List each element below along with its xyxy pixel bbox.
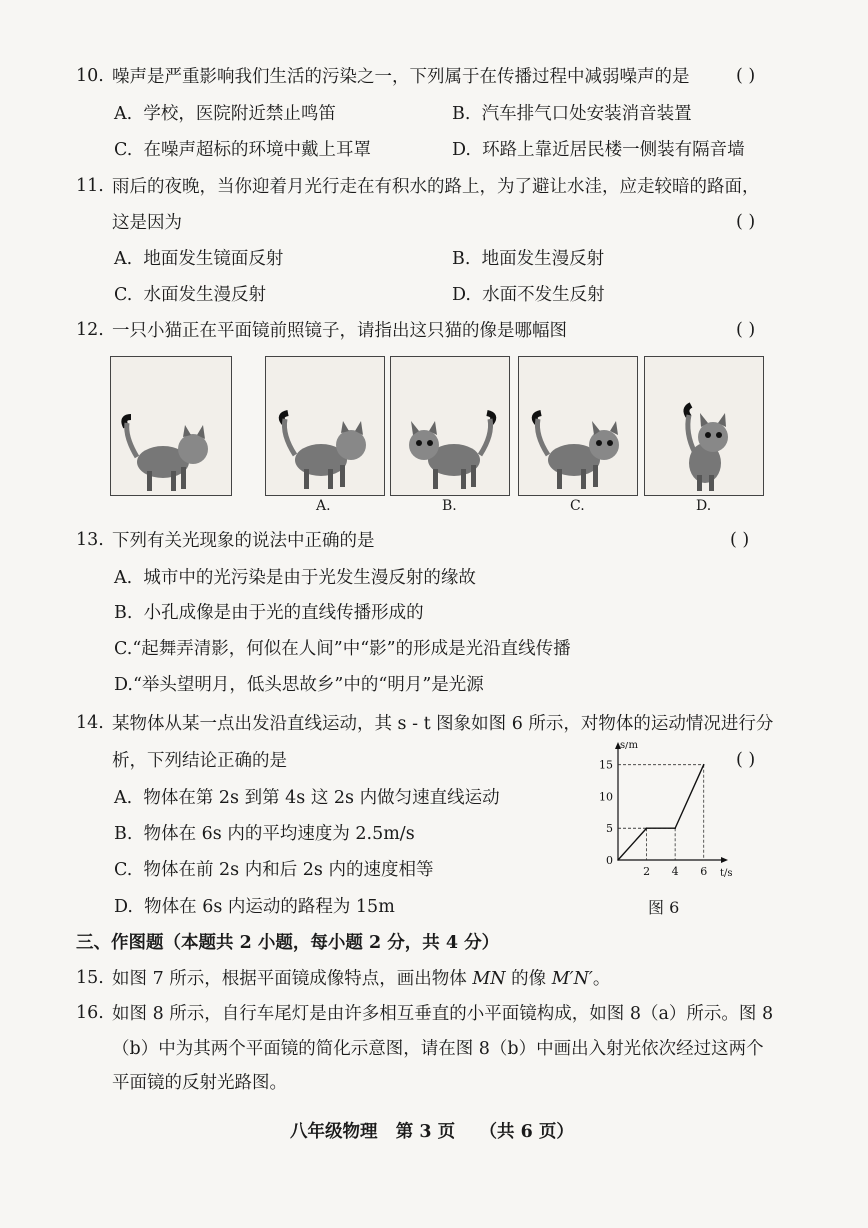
- cat-option-d-image[interactable]: [644, 356, 764, 496]
- q10-option-d: [452, 139, 745, 161]
- q11-option-d: [452, 284, 605, 306]
- option-text: 小孔成像是由于光的直线传播形成的: [143, 603, 424, 623]
- q15-text-a: 如图 7 所示，根据平面镜成像特点，画出物体: [112, 969, 473, 989]
- q12-answer-paren: ( ): [736, 320, 756, 340]
- option-label: C.: [114, 285, 133, 305]
- q16-line3: 平面镜的反射光路图。: [112, 1073, 287, 1093]
- y-tick-label: 0: [606, 854, 613, 867]
- q10-answer-paren: ( ): [736, 66, 756, 86]
- q15-object-mn: MN: [472, 969, 506, 989]
- data-point: [703, 764, 705, 766]
- q11-stem-line2: 这是因为: [112, 213, 182, 233]
- cat-label-b: B.: [442, 498, 457, 514]
- option-label: D.: [452, 285, 471, 305]
- option-label: D.: [114, 675, 133, 695]
- q13-number: 13.: [76, 530, 104, 550]
- q10-option-b: [452, 103, 692, 125]
- option-text: 水面不发生反射: [482, 285, 605, 305]
- q13-stem: 下列有关光现象的说法中正确的是: [112, 531, 375, 551]
- option-label: C.: [114, 639, 133, 659]
- cat-option-a-image[interactable]: [265, 356, 385, 496]
- cat-facing-left-icon: [391, 357, 509, 495]
- q11-option-a: [114, 248, 283, 270]
- q16-number: 16.: [76, 1003, 104, 1023]
- q11-option-b: [452, 248, 604, 270]
- cat-option-c-image[interactable]: [518, 356, 638, 496]
- cat-facing-right-front-icon: [519, 357, 637, 495]
- cat-facing-right-icon: [266, 357, 384, 495]
- data-point: [617, 859, 619, 861]
- option-text: “举头望明月，低头思故乡”中的“明月”是光源: [132, 675, 484, 695]
- q15-number: 15.: [76, 968, 104, 988]
- q15-image-mn: M′N′: [551, 969, 593, 989]
- q13-option-a: [114, 567, 476, 589]
- q16-line1: 如图 8 所示，自行车尾灯是由许多相互垂直的小平面镜构成，如图 8（a）所示。图 8: [112, 1004, 774, 1024]
- option-text: 环路上靠近居民楼一侧装有隔音墙: [482, 140, 745, 160]
- option-label: B.: [114, 603, 133, 623]
- option-text: 地面发生漫反射: [481, 249, 605, 269]
- x-axis-label: t/s: [720, 868, 733, 879]
- option-label: C.: [114, 860, 133, 880]
- q14-option-a: [114, 787, 500, 809]
- q13-option-d: [114, 674, 484, 696]
- x-axis-arrow: [721, 857, 728, 863]
- x-tick-label: 6: [700, 865, 708, 878]
- q14-option-b: [114, 823, 415, 845]
- q12-stem: 一只小猫正在平面镜前照镜子，请指出这只猫的像是哪幅图: [112, 321, 567, 341]
- option-text: 城市中的光污染是由于光发生漫反射的缘故: [143, 568, 476, 588]
- section-3-title: 三、作图题（本题共 2 小题，每小题 2 分，共 4 分）: [76, 933, 500, 953]
- q14-answer-paren: ( ): [736, 750, 756, 770]
- option-text: 物体在 6s 内的平均速度为 2.5m/s: [143, 824, 415, 844]
- x-tick-label: 4: [671, 865, 679, 878]
- q14-stem-line1: 某物体从某一点出发沿直线运动，其 s - t 图象如图 6 所示，对物体的运动情况进行分: [112, 714, 774, 734]
- q11-number: 11.: [76, 176, 104, 196]
- q15-text-b: 的像: [505, 969, 552, 989]
- q13-option-b: [114, 602, 424, 624]
- q10-stem: 噪声是严重影响我们生活的污染之一，下列属于在传播过程中减弱噪声的是: [112, 67, 690, 87]
- option-label: D.: [452, 140, 471, 160]
- option-text: 物体在前 2s 内和后 2s 内的速度相等: [143, 860, 434, 880]
- option-text: 汽车排气口处安装消音装置: [481, 104, 692, 124]
- q12-number: 12.: [76, 320, 104, 340]
- option-text: 物体在 6s 内运动的路程为 15m: [144, 897, 395, 917]
- q14-stem-line2: 析，下列结论正确的是: [112, 751, 287, 771]
- option-text: “起舞弄清影，何似在人间”中“影”的形成是光沿直线传播: [132, 639, 571, 659]
- page-footer: 八年级物理 第 3 页 （共 6 页）: [290, 1122, 574, 1142]
- y-tick-label: 5: [606, 822, 613, 836]
- data-point: [674, 827, 676, 829]
- option-label: A.: [114, 788, 133, 808]
- option-label: A.: [114, 249, 133, 269]
- q10-option-c: [114, 139, 371, 161]
- option-text: 学校，医院附近禁止鸣笛: [143, 104, 336, 124]
- series-line: [618, 765, 704, 860]
- option-label: A.: [114, 104, 133, 124]
- q13-answer-paren: ( ): [730, 530, 750, 550]
- cat-original-image: [110, 356, 232, 496]
- q14-number: 14.: [76, 713, 104, 733]
- cat-facing-front-icon: [645, 357, 763, 495]
- cat-label-a: A.: [316, 498, 331, 514]
- cat-label-c: C.: [570, 498, 585, 514]
- st-graph: [596, 742, 736, 882]
- q11-stem-line1: 雨后的夜晚，当你迎着月光行走在有积水的路上，为了避让水洼，应走较暗的路面，: [112, 177, 760, 197]
- option-label: D.: [114, 897, 133, 917]
- cat-option-b-image[interactable]: [390, 356, 510, 496]
- q16-line2: （b）中为其两个平面镜的简化示意图，请在图 8（b）中画出入射光依次经过这两个: [112, 1039, 764, 1059]
- figure-6-caption: 图 6: [648, 898, 680, 917]
- q15-text-c: 。: [592, 969, 611, 989]
- option-text: 水面发生漫反射: [143, 285, 266, 305]
- q14-option-d: [114, 896, 395, 918]
- option-text: 在噪声超标的环境中戴上耳罩: [143, 140, 371, 160]
- q15-text: [112, 968, 610, 990]
- x-tick-label: 2: [643, 865, 651, 878]
- q11-answer-paren: ( ): [736, 212, 756, 232]
- option-label: A.: [114, 568, 133, 588]
- option-label: B.: [114, 824, 133, 844]
- cat-label-d: D.: [696, 498, 712, 514]
- q13-option-c: [114, 638, 571, 660]
- option-label: B.: [452, 249, 471, 269]
- cat-facing-right-icon: [111, 357, 231, 495]
- option-label: C.: [114, 140, 133, 160]
- data-point: [646, 827, 648, 829]
- q10-number: 10.: [76, 66, 104, 86]
- q10-option-a: [114, 103, 336, 125]
- y-tick-label: 15: [599, 758, 613, 772]
- q14-option-c: [114, 859, 433, 881]
- option-text: 地面发生镜面反射: [143, 249, 284, 269]
- q11-option-c: [114, 284, 266, 306]
- option-text: 物体在第 2s 到第 4s 这 2s 内做匀速直线运动: [143, 788, 500, 808]
- option-label: B.: [452, 104, 471, 124]
- y-tick-label: 10: [599, 790, 613, 804]
- y-axis-label: s/m: [620, 742, 638, 751]
